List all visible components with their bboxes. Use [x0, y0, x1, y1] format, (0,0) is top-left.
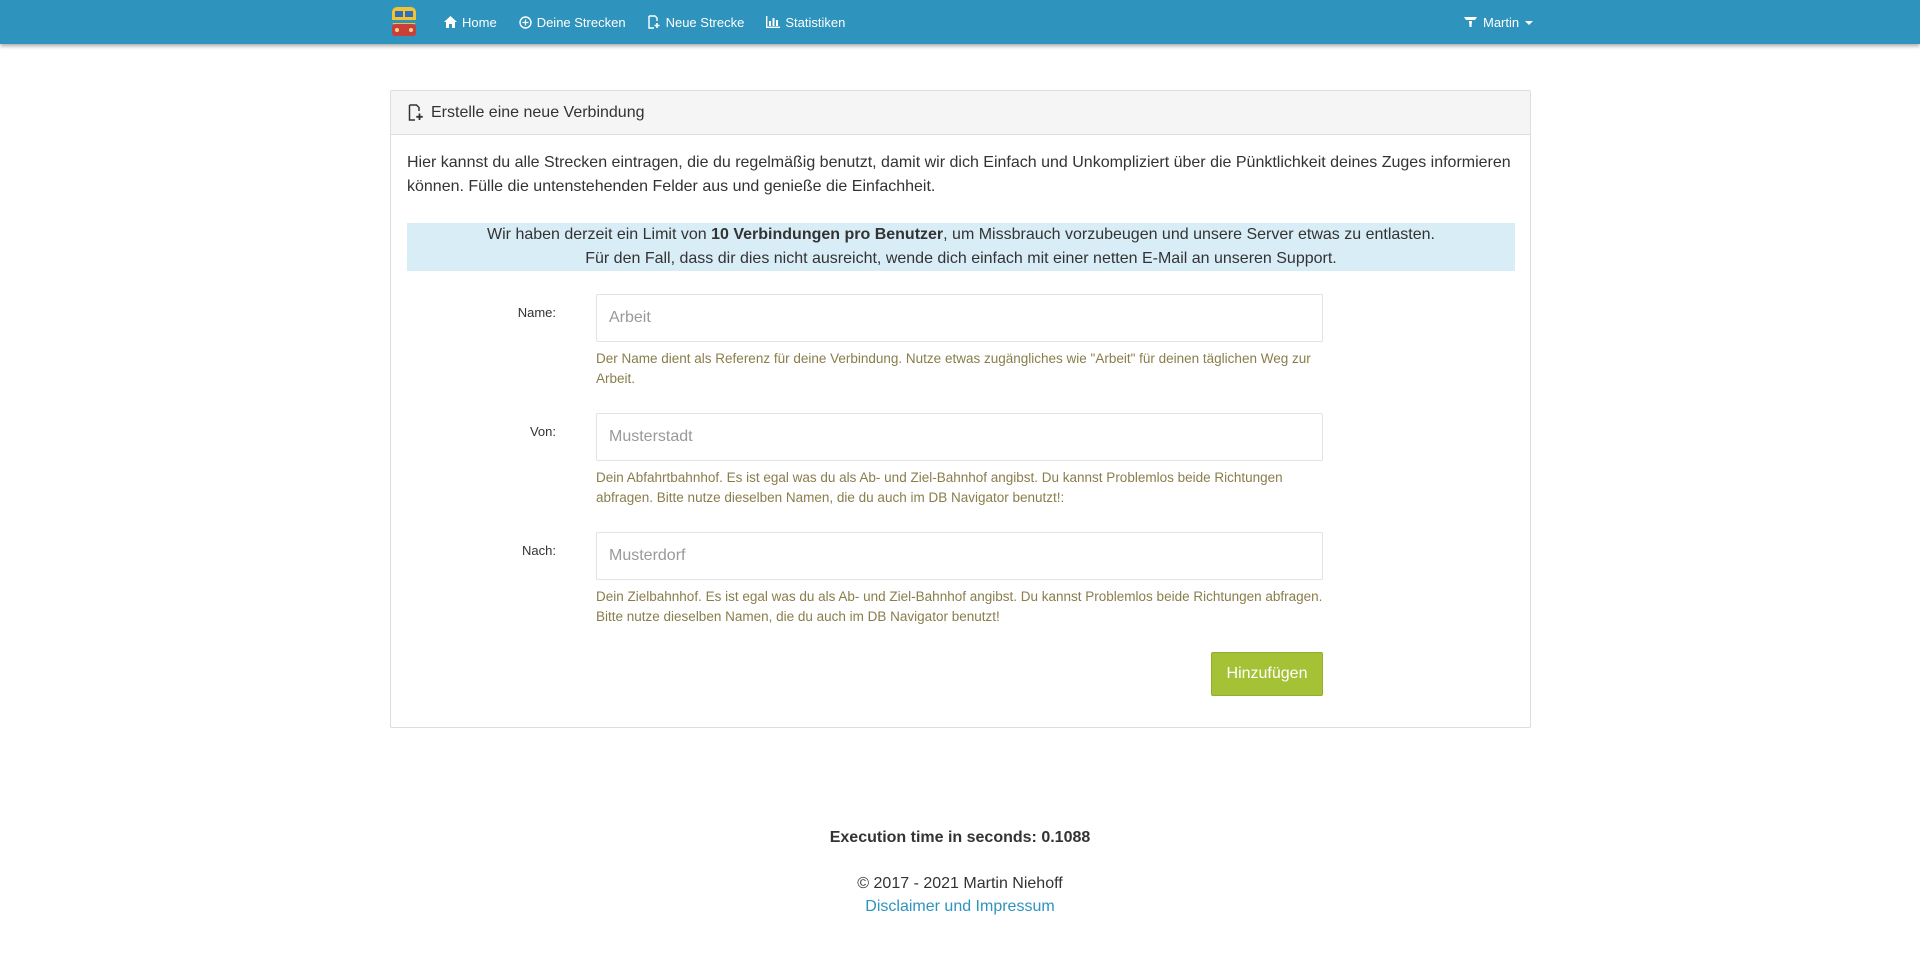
- von-help-text: Dein Abfahrtbahnhof. Es ist egal was du als Ab- und Ziel-Bahnhof angibst. Du kannst Problemlos beide Richtungen abfragen. Bitte nutze dieselben Namen, die du auch im DB Navigator benutzt!:: [596, 470, 1283, 505]
- bar-chart-icon: [766, 16, 780, 28]
- nach-help-text: Dein Zielbahnhof. Es ist egal was du als Ab- und Ziel-Bahnhof angibst. Du kannst Problemlos beide Richtungen abfragen. Bitte nutze dieselben Namen, die du auch im DB Navigator benutzt!: [596, 589, 1323, 624]
- panel-title: Erstelle eine neue Verbindung: [431, 103, 645, 121]
- nav-deine-strecken[interactable]: [519, 0, 626, 44]
- von-input[interactable]: [596, 413, 1323, 461]
- von-label: Von:: [529, 424, 556, 439]
- name-label: Name:: [517, 305, 556, 320]
- alert-line-1: [407, 223, 1515, 247]
- alert-line-1-prefix: Wir haben derzeit ein Limit von: [487, 226, 712, 243]
- nav-home[interactable]: [444, 0, 497, 44]
- panel-heading: [391, 91, 1530, 135]
- routes-icon: [519, 16, 532, 29]
- home-icon: [444, 16, 457, 28]
- train-icon[interactable]: [390, 6, 418, 38]
- nach-label: Nach:: [522, 543, 556, 558]
- name-input[interactable]: [596, 294, 1323, 342]
- chevron-down-icon: [1525, 21, 1533, 25]
- nav-home-label: Home: [462, 14, 497, 30]
- intro-text: Hier kannst du alle Strecken eintragen, die du regelmäßig benutzt, damit wir dich Einfach und Unkompliziert über die Pünktlichkeit deines Zuges informieren können. Fülle die untenstehenden Felder aus und genieße die Einfachheit.: [407, 154, 1511, 195]
- user-icon: [1464, 17, 1477, 28]
- nav-deine-strecken-label: Deine Strecken: [536, 14, 626, 30]
- nav-statistiken-label: Statistiken: [785, 14, 846, 30]
- navbar-left: [390, 0, 867, 44]
- nach-input[interactable]: [596, 532, 1323, 580]
- navbar: [0, 0, 1920, 44]
- new-document-icon: [648, 15, 661, 29]
- limit-info-alert: [407, 223, 1515, 271]
- new-connection-panel: [390, 90, 1531, 728]
- nav-neue-strecke[interactable]: [648, 0, 745, 44]
- alert-line-1-bold: 10 Verbindungen pro Benutzer: [711, 226, 944, 243]
- alert-line-1-suffix: , um Missbrauch vorzubeugen und unsere Server etwas zu entlasten.: [943, 226, 1435, 243]
- nav-neue-strecke-label: Neue Strecke: [665, 14, 745, 30]
- alert-line-2: Für den Fall, dass dir dies nicht ausreicht, wende dich einfach mit einer netten E-Mail an unseren Support.: [585, 250, 1337, 267]
- copyright: © 2017 - 2021 Martin Niehoff: [857, 875, 1063, 892]
- name-help-text: Der Name dient als Referenz für deine Verbindung. Nutze etwas zugängliches wie "Arbeit" für deinen täglichen Weg zur Arbeit.: [596, 351, 1311, 386]
- nav-statistiken[interactable]: [766, 0, 845, 44]
- user-name: Martin: [1483, 14, 1520, 30]
- user-menu-dropdown[interactable]: [1464, 0, 1533, 44]
- add-button[interactable]: Hinzufügen: [1211, 652, 1323, 696]
- new-document-icon: [408, 104, 424, 121]
- execution-time: Execution time in seconds: 0.1088: [829, 829, 1091, 846]
- disclaimer-link[interactable]: Disclaimer und Impressum: [865, 898, 1055, 915]
